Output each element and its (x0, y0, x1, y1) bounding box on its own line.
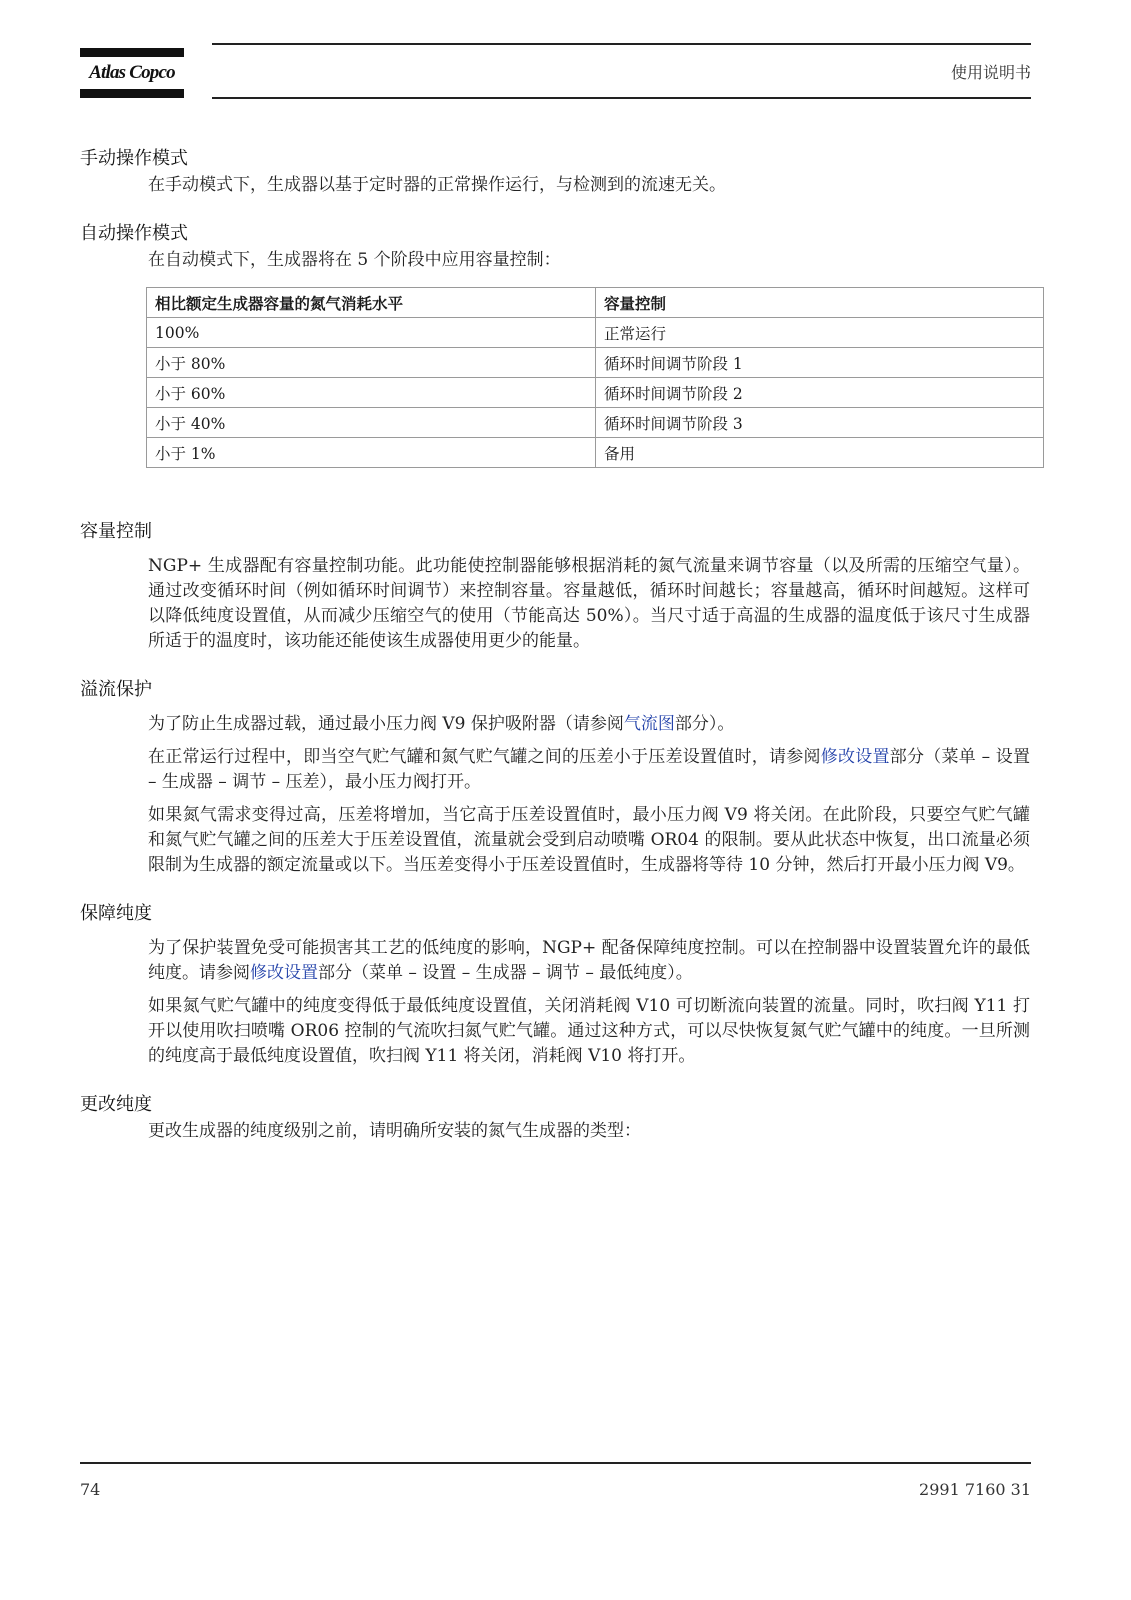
section-title: 自动操作模式 (80, 223, 188, 244)
airflow-diagram-link[interactable]: 气流图 (623, 714, 675, 734)
table-header-cell: 相比额定生成器容量的氮气消耗水平 (147, 288, 596, 318)
text-run: 部分（菜单 – 设置 – 生成器 – 调节 – 压差），最小压力阀打开。 (148, 747, 1031, 792)
logo-bar-top (80, 48, 184, 57)
section-title: 更改纯度 (80, 1094, 152, 1115)
paragraph: 更改生成器的纯度级别之前，请明确所安装的氮气生成器的类型： (148, 1121, 641, 1141)
table-cell: 备用 (596, 438, 1044, 468)
text-run: 为了保护装置免受可能损害其工艺的低纯度的影响，NGP+ 配备保障纯度控制。可以在控制器中设置装置允许的最低纯度。请参阅 (148, 938, 1030, 983)
table-header-row (147, 288, 1044, 318)
section-capacity-control (80, 518, 1030, 654)
table-row (147, 408, 1044, 438)
table-cell: 循环时间调节阶段 2 (596, 378, 1044, 408)
text-run: 为了防止生成器过载，通过最小压力阀 V9 保护吸附器（请参阅 (148, 714, 624, 734)
paragraph: NGP+ 生成器配有容量控制功能。此功能使控制器能够根据消耗的氮气流量来调节容量（以及所需的压缩空气量）。通过改变循环时间（例如循环时间调节）来控制容量。容量越低，循环时间越长；容量越高，循环时间越短。这样可以降低纯度设置值，从而减少压缩空气的使用（节能高达 50%）。当尺寸适于高温的生成器的温度低于该尺寸生成器所适于的温度时，该功能还能使该生成器使用更少的能量。 (148, 556, 1030, 651)
header-rule-bottom (212, 97, 1031, 99)
section-overflow-protection (80, 676, 1030, 878)
modify-settings-link[interactable]: 修改设置 (250, 963, 318, 983)
atlas-copco-logo (80, 48, 184, 98)
table-header-cell: 容量控制 (596, 288, 1044, 318)
paragraph (148, 936, 1030, 986)
table-cell: 循环时间调节阶段 1 (596, 348, 1044, 378)
footer-rule (80, 1462, 1031, 1464)
section-title: 溢流保护 (80, 679, 152, 700)
text-run: 部分）。 (674, 714, 735, 734)
document-type: 使用说明书 (950, 63, 1031, 82)
document-number: 2991 7160 31 (919, 1480, 1031, 1499)
header-rule-top (212, 43, 1031, 45)
paragraph (148, 745, 1030, 795)
section-title: 手动操作模式 (80, 148, 188, 169)
page-content (80, 145, 1030, 1166)
table-cell: 小于 40% (147, 408, 596, 438)
modify-settings-link[interactable]: 修改设置 (820, 747, 890, 767)
paragraph: 在自动模式下，生成器将在 5 个阶段中应用容量控制： (148, 250, 561, 270)
section-manual-mode (80, 145, 1030, 198)
table-row (147, 348, 1044, 378)
logo-bar-bottom (80, 89, 184, 98)
table-cell: 小于 80% (147, 348, 596, 378)
table-cell: 循环时间调节阶段 3 (596, 408, 1044, 438)
table-cell: 小于 60% (147, 378, 596, 408)
section-title: 保障纯度 (80, 903, 152, 924)
text-run: 在正常运行过程中，即当空气贮气罐和氮气贮气罐之间的压差小于压差设置值时，请参阅 (148, 747, 821, 767)
section-change-purity (80, 1091, 1030, 1144)
page-number: 74 (80, 1480, 101, 1499)
logo-text: Atlas Copco (89, 62, 175, 83)
text-run: 部分（菜单 – 设置 – 生成器 – 调节 – 最低纯度）。 (318, 963, 693, 983)
section-auto-mode (80, 220, 1030, 468)
table-cell: 100% (147, 318, 596, 348)
table-row (147, 378, 1044, 408)
paragraph: 如果氮气需求变得过高，压差将增加，当它高于压差设置值时，最小压力阀 V9 将关闭。在此阶段，只要空气贮气罐和氮气贮气罐之间的压差大于压差设置值，流量就会受到启动喷嘴 OR04 的限制。要从此状态中恢复，出口流量必须限制为生成器的额定流量或以下。当压差变得小于压差设置值时，生成器将等待 10 分钟，然后打开最小压力阀 V9。 (148, 805, 1030, 875)
paragraph (148, 712, 1030, 737)
capacity-control-table (146, 287, 1044, 468)
paragraph: 如果氮气贮气罐中的纯度变得低于最低纯度设置值，关闭消耗阀 V10 可切断流向装置的流量。同时，吹扫阀 Y11 打开以使用吹扫喷嘴 OR06 控制的气流吹扫氮气贮气罐。通过这种方式，可以尽快恢复氮气贮气罐中的纯度。一旦所测的纯度高于最低纯度设置值，吹扫阀 Y11 将关闭，消耗阀 V10 将打开。 (148, 996, 1030, 1066)
table-cell: 小于 1% (147, 438, 596, 468)
paragraph: 在手动模式下，生成器以基于定时器的正常操作运行，与检测到的流速无关。 (148, 175, 726, 195)
section-title: 容量控制 (80, 521, 152, 542)
table-row (147, 438, 1044, 468)
section-guaranteed-purity (80, 900, 1030, 1069)
table-cell: 正常运行 (596, 318, 1044, 348)
table-row (147, 318, 1044, 348)
